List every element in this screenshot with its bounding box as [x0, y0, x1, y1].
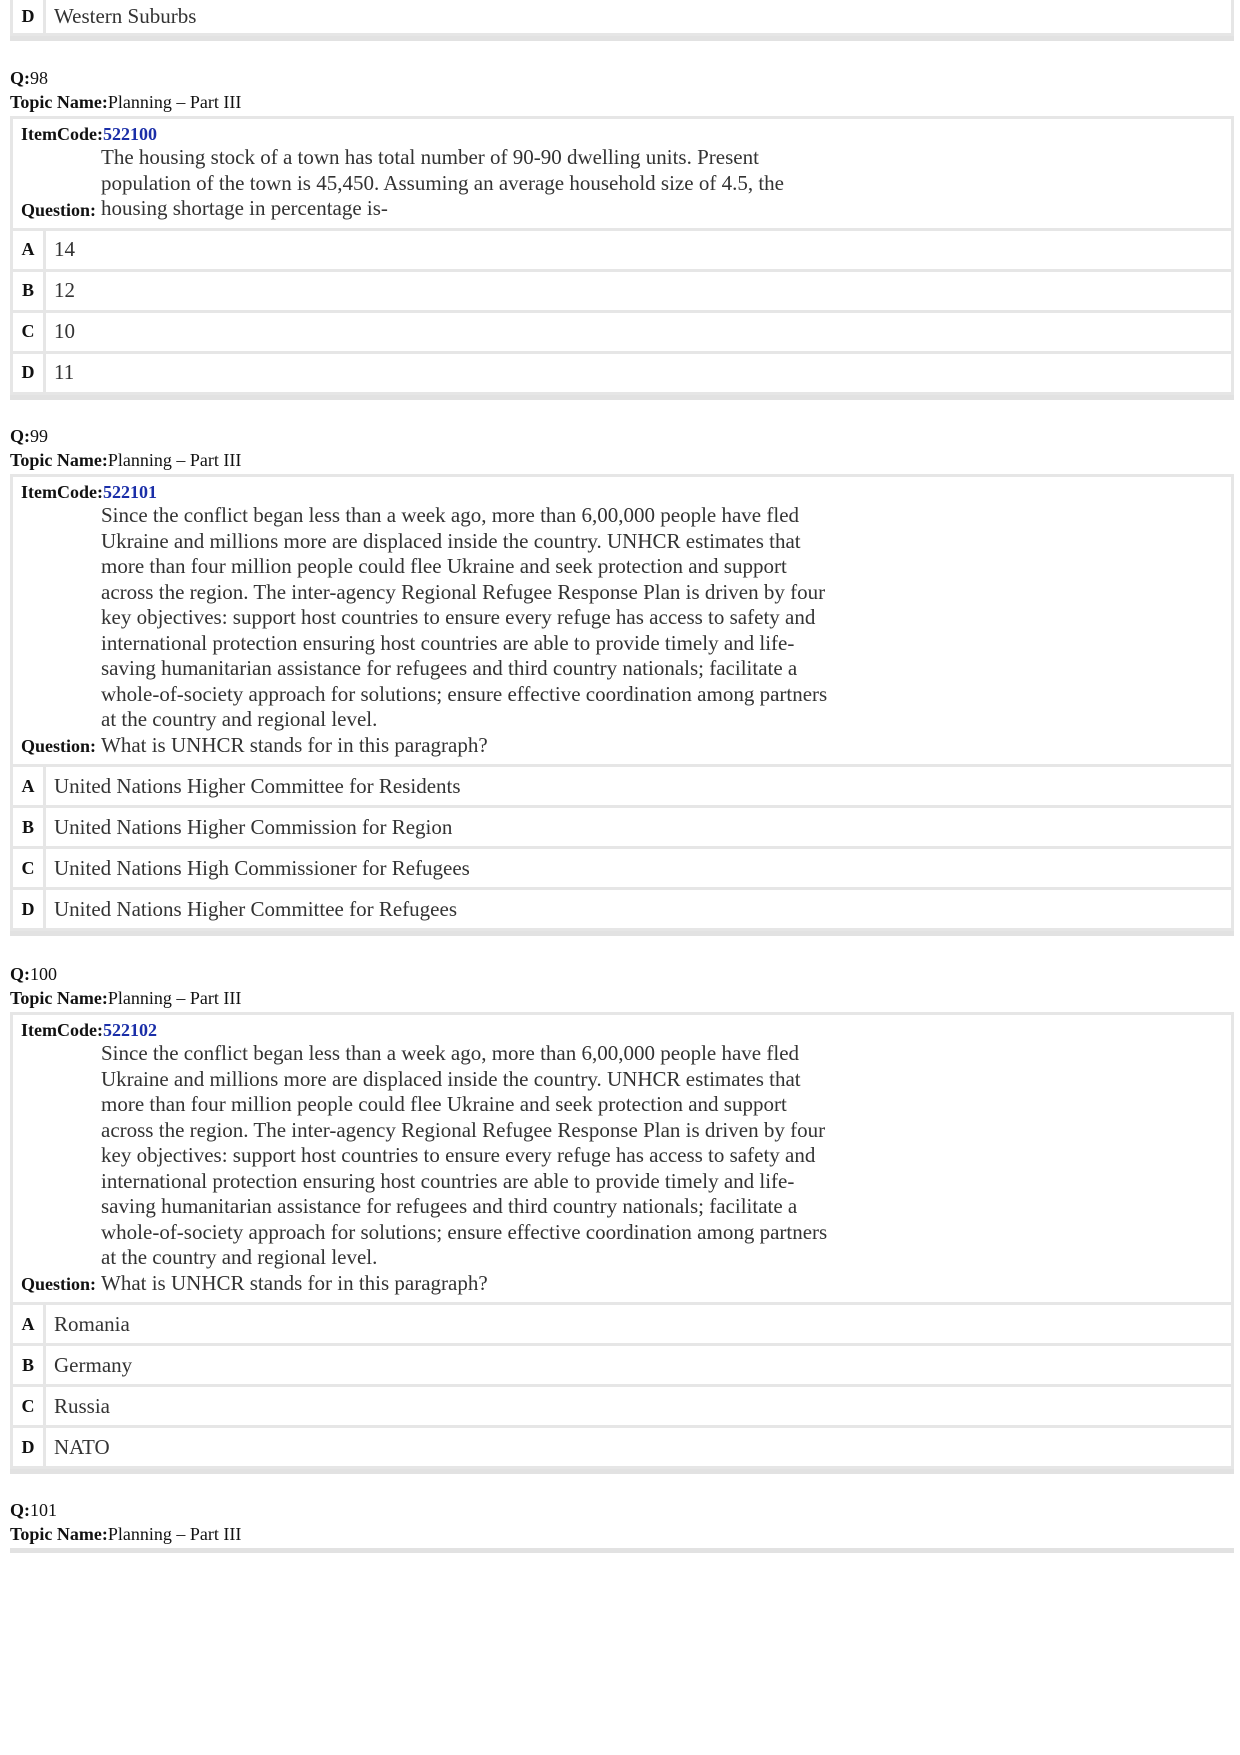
item-code: ItemCode:522101	[21, 482, 157, 502]
option-c[interactable]: C United Nations High Commissioner for Refugees	[13, 849, 1231, 890]
topic-name: Topic Name:Planning – Part III	[10, 1524, 242, 1544]
question-number: Q:101	[10, 1500, 57, 1520]
option-c[interactable]: C Russia	[13, 1387, 1231, 1428]
question-label: Question:	[21, 1274, 97, 1294]
divider	[10, 36, 1234, 41]
option-c[interactable]: C 10	[13, 313, 1231, 354]
item-code: ItemCode:522100	[21, 124, 157, 144]
question-stem	[13, 119, 1231, 231]
question-text: What is UNHCR stands for in this paragraph?	[101, 732, 488, 757]
question-number: Q:99	[10, 426, 48, 446]
divider	[10, 1548, 1234, 1553]
question-block-100	[10, 962, 1234, 1474]
question-number: Q:98	[10, 68, 48, 88]
option-a[interactable]: A United Nations Higher Committee for Residents	[13, 767, 1231, 808]
question-block-101	[10, 1498, 1234, 1553]
question-block-98	[10, 66, 1234, 400]
option-b[interactable]: B 12	[13, 272, 1231, 313]
passage-text: Since the conflict began less than a week ago, more than 6,00,000 people have fled Ukraine and millions more are displaced inside the country. UNHCR estimates that more than four million people could flee Ukraine and seek protection and support across the region. The inter-agency Regional Refugee Response Plan is driven by four key objectives: support host countries to ensure every refuge has access to safety and international protection ensuring host countries are able to provide timely and life-saving humanitarian assistance for refugees and third country nationals; facilitate a whole-of-society approach for solutions; ensure effective coordination among partners at the country and regional level.	[101, 503, 828, 731]
question-text: What is UNHCR stands for in this paragraph?	[101, 1270, 488, 1295]
option-d[interactable]: D 11	[13, 354, 1231, 392]
previous-question-tail	[10, 0, 1234, 41]
topic-name: Topic Name:Planning – Part III	[10, 92, 242, 112]
divider	[10, 1469, 1234, 1474]
option-b[interactable]: B Germany	[13, 1346, 1231, 1387]
divider	[10, 395, 1234, 400]
topic-name: Topic Name:Planning – Part III	[10, 450, 242, 470]
question-label: Question:	[21, 199, 97, 220]
option-letter: D	[13, 0, 46, 33]
option-d[interactable]: D NATO	[13, 1428, 1231, 1466]
question-text: The housing stock of a town has total number of 90-90 dwelling units. Present population of the town is 45,450. Assuming an average household size of 4.5, the housing shortage in percentage is-	[101, 145, 784, 220]
passage-text: Since the conflict began less than a week ago, more than 6,00,000 people have fled Ukraine and millions more are displaced inside the country. UNHCR estimates that more than four million people could flee Ukraine and seek protection and support across the region. The inter-agency Regional Refugee Response Plan is driven by four key objectives: support host countries to ensure every refuge has access to safety and international protection ensuring host countries are able to provide timely and life-saving humanitarian assistance for refugees and third country nationals; facilitate a whole-of-society approach for solutions; ensure effective coordination among partners at the country and regional level.	[101, 1041, 828, 1269]
option-text: Western Suburbs	[54, 4, 197, 28]
question-block-99	[10, 424, 1234, 936]
option-a[interactable]: A 14	[13, 231, 1231, 272]
topic-name: Topic Name:Planning – Part III	[10, 988, 242, 1008]
option-d[interactable]: D United Nations Higher Committee for Refugees	[13, 890, 1231, 928]
question-stem	[13, 477, 1231, 767]
option-b[interactable]: B United Nations Higher Commission for Region	[13, 808, 1231, 849]
question-label: Question:	[21, 736, 97, 756]
question-stem	[13, 1015, 1231, 1305]
option-a[interactable]: A Romania	[13, 1305, 1231, 1346]
question-number: Q:100	[10, 964, 57, 984]
item-code: ItemCode:522102	[21, 1020, 157, 1040]
divider	[10, 931, 1234, 936]
